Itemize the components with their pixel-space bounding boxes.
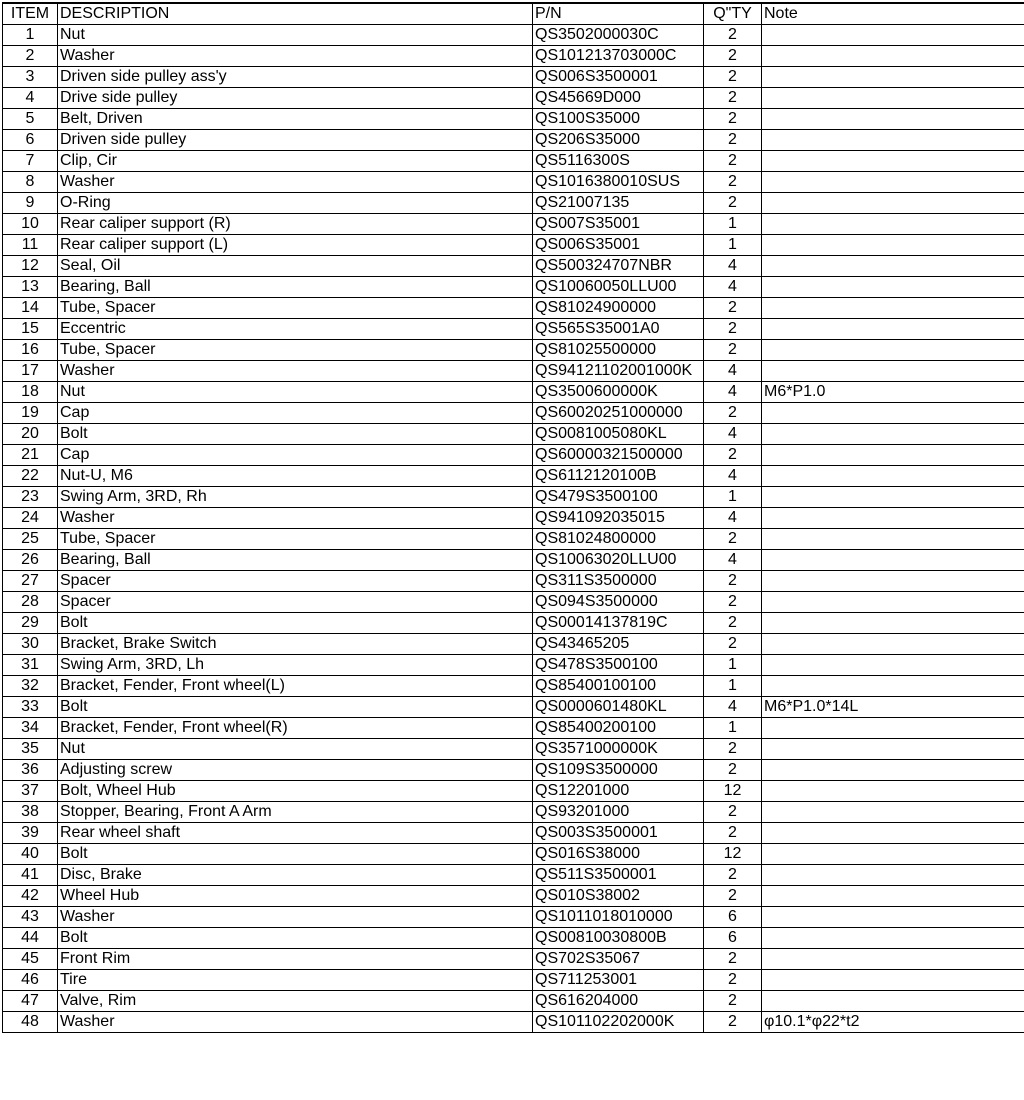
cell-note [762,991,1024,1012]
cell-description: Nut-U, M6 [58,466,533,487]
cell-note [762,970,1024,991]
table-row [3,424,1024,445]
table-row [3,802,1024,823]
cell-pn: QS93201000 [533,802,704,823]
header-qty: Q"TY [704,3,762,25]
cell-description: Clip, Cir [58,151,533,172]
cell-item: 7 [3,151,58,172]
cell-pn: QS010S38002 [533,886,704,907]
cell-description: Swing Arm, 3RD, Lh [58,655,533,676]
cell-qty: 2 [704,886,762,907]
table-row [3,319,1024,340]
cell-item: 1 [3,25,58,46]
cell-qty: 2 [704,109,762,130]
cell-description: Rear wheel shaft [58,823,533,844]
cell-qty: 4 [704,361,762,382]
cell-description: Seal, Oil [58,256,533,277]
cell-description: Adjusting screw [58,760,533,781]
cell-note [762,403,1024,424]
table-row [3,235,1024,256]
table-row [3,508,1024,529]
table-row [3,445,1024,466]
table-row [3,487,1024,508]
cell-pn: QS206S35000 [533,130,704,151]
cell-item: 39 [3,823,58,844]
cell-pn: QS311S3500000 [533,571,704,592]
cell-item: 40 [3,844,58,865]
cell-description: Rear caliper support (R) [58,214,533,235]
cell-description: Swing Arm, 3RD, Rh [58,487,533,508]
header-description: DESCRIPTION [58,3,533,25]
cell-qty: 2 [704,865,762,886]
cell-description: Bearing, Ball [58,550,533,571]
cell-pn: QS006S3500001 [533,67,704,88]
cell-note [762,466,1024,487]
cell-note [762,886,1024,907]
cell-note [762,718,1024,739]
cell-qty: 12 [704,844,762,865]
cell-qty: 4 [704,277,762,298]
cell-item: 12 [3,256,58,277]
table-row [3,844,1024,865]
table-row [3,1012,1024,1033]
cell-note [762,214,1024,235]
cell-description: Nut [58,739,533,760]
cell-note [762,865,1024,886]
cell-item: 32 [3,676,58,697]
cell-qty: 2 [704,991,762,1012]
table-row [3,193,1024,214]
cell-qty: 6 [704,928,762,949]
cell-description: Nut [58,382,533,403]
cell-description: Bolt [58,844,533,865]
table-row [3,781,1024,802]
table-row [3,466,1024,487]
cell-note [762,298,1024,319]
table-row [3,886,1024,907]
cell-pn: QS12201000 [533,781,704,802]
cell-pn: QS941092035015 [533,508,704,529]
cell-qty: 2 [704,67,762,88]
cell-qty: 2 [704,760,762,781]
table-row [3,340,1024,361]
table-row [3,25,1024,46]
table-row [3,298,1024,319]
cell-note [762,613,1024,634]
cell-description: Bolt, Wheel Hub [58,781,533,802]
cell-description: Washer [58,508,533,529]
cell-note [762,823,1024,844]
cell-description: Belt, Driven [58,109,533,130]
cell-pn: QS85400100100 [533,676,704,697]
cell-pn: QS00014137819C [533,613,704,634]
table-row [3,130,1024,151]
cell-note [762,676,1024,697]
cell-note [762,634,1024,655]
cell-qty: 2 [704,25,762,46]
cell-qty: 1 [704,214,762,235]
cell-description: Valve, Rim [58,991,533,1012]
cell-qty: 2 [704,823,762,844]
cell-note [762,508,1024,529]
cell-qty: 1 [704,487,762,508]
cell-description: O-Ring [58,193,533,214]
cell-pn: QS3502000030C [533,25,704,46]
cell-item: 15 [3,319,58,340]
cell-qty: 2 [704,949,762,970]
cell-qty: 2 [704,634,762,655]
cell-qty: 1 [704,676,762,697]
cell-description: Driven side pulley ass'y [58,67,533,88]
cell-description: Bolt [58,697,533,718]
cell-item: 45 [3,949,58,970]
cell-note [762,151,1024,172]
cell-pn: QS60000321500000 [533,445,704,466]
cell-description: Tube, Spacer [58,340,533,361]
table-row [3,991,1024,1012]
cell-qty: 2 [704,46,762,67]
cell-item: 20 [3,424,58,445]
cell-note [762,235,1024,256]
cell-note [762,739,1024,760]
cell-note [762,319,1024,340]
cell-note [762,25,1024,46]
table-row [3,214,1024,235]
header-note: Note [762,3,1024,25]
cell-note [762,907,1024,928]
cell-item: 9 [3,193,58,214]
cell-qty: 2 [704,340,762,361]
cell-item: 23 [3,487,58,508]
cell-item: 30 [3,634,58,655]
table-body [3,25,1024,1033]
cell-pn: QS100S35000 [533,109,704,130]
cell-item: 48 [3,1012,58,1033]
cell-item: 26 [3,550,58,571]
cell-item: 10 [3,214,58,235]
cell-note [762,67,1024,88]
table-row [3,571,1024,592]
cell-pn: QS60020251000000 [533,403,704,424]
cell-pn: QS10060050LLU00 [533,277,704,298]
cell-description: Washer [58,172,533,193]
cell-item: 42 [3,886,58,907]
cell-description: Rear caliper support (L) [58,235,533,256]
cell-qty: 2 [704,172,762,193]
cell-item: 18 [3,382,58,403]
cell-note: φ10.1*φ22*t2 [762,1012,1024,1033]
table-row [3,172,1024,193]
cell-note [762,340,1024,361]
cell-item: 19 [3,403,58,424]
cell-note [762,844,1024,865]
cell-qty: 2 [704,970,762,991]
table-row [3,67,1024,88]
cell-note [762,88,1024,109]
cell-pn: QS10063020LLU00 [533,550,704,571]
cell-qty: 2 [704,298,762,319]
cell-item: 22 [3,466,58,487]
table-row [3,382,1024,403]
cell-item: 46 [3,970,58,991]
table-row [3,865,1024,886]
cell-qty: 2 [704,739,762,760]
cell-item: 31 [3,655,58,676]
cell-note [762,928,1024,949]
cell-note [762,193,1024,214]
cell-item: 29 [3,613,58,634]
parts-table [2,2,1024,1033]
cell-qty: 2 [704,571,762,592]
cell-note: M6*P1.0 [762,382,1024,403]
cell-pn: QS1016380010SUS [533,172,704,193]
cell-pn: QS3571000000K [533,739,704,760]
table-row [3,46,1024,67]
cell-item: 21 [3,445,58,466]
cell-qty: 4 [704,256,762,277]
cell-pn: QS016S38000 [533,844,704,865]
cell-pn: QS21007135 [533,193,704,214]
cell-note [762,256,1024,277]
cell-pn: QS3500600000K [533,382,704,403]
cell-description: Bolt [58,424,533,445]
table-row [3,529,1024,550]
cell-description: Front Rim [58,949,533,970]
cell-pn: QS101102202000K [533,1012,704,1033]
cell-description: Washer [58,46,533,67]
table-row [3,739,1024,760]
cell-qty: 2 [704,403,762,424]
cell-note [762,529,1024,550]
table-row [3,256,1024,277]
cell-description: Tire [58,970,533,991]
cell-item: 37 [3,781,58,802]
cell-note [762,655,1024,676]
cell-note: M6*P1.0*14L [762,697,1024,718]
cell-item: 16 [3,340,58,361]
cell-note [762,487,1024,508]
table-row [3,403,1024,424]
table-row [3,970,1024,991]
cell-pn: QS85400200100 [533,718,704,739]
table-row [3,277,1024,298]
cell-description: Spacer [58,592,533,613]
cell-qty: 4 [704,697,762,718]
cell-pn: QS00810030800B [533,928,704,949]
table-row [3,109,1024,130]
cell-qty: 2 [704,529,762,550]
cell-note [762,109,1024,130]
cell-qty: 4 [704,550,762,571]
cell-pn: QS702S35067 [533,949,704,970]
cell-item: 34 [3,718,58,739]
cell-qty: 2 [704,445,762,466]
cell-item: 14 [3,298,58,319]
cell-qty: 1 [704,718,762,739]
table-row [3,718,1024,739]
cell-item: 44 [3,928,58,949]
cell-item: 36 [3,760,58,781]
cell-description: Spacer [58,571,533,592]
cell-pn: QS109S3500000 [533,760,704,781]
header-pn: P/N [533,3,704,25]
cell-item: 33 [3,697,58,718]
cell-note [762,550,1024,571]
table-row [3,88,1024,109]
cell-description: Drive side pulley [58,88,533,109]
cell-pn: QS81024800000 [533,529,704,550]
cell-item: 28 [3,592,58,613]
cell-qty: 4 [704,382,762,403]
cell-qty: 2 [704,130,762,151]
cell-note [762,592,1024,613]
cell-description: Nut [58,25,533,46]
cell-pn: QS94121102001000K [533,361,704,382]
table-row [3,634,1024,655]
table-row [3,655,1024,676]
table-row [3,676,1024,697]
cell-pn: QS6112120100B [533,466,704,487]
cell-qty: 4 [704,424,762,445]
cell-item: 5 [3,109,58,130]
cell-pn: QS007S35001 [533,214,704,235]
cell-note [762,424,1024,445]
cell-pn: QS0000601480KL [533,697,704,718]
cell-pn: QS003S3500001 [533,823,704,844]
header-row [3,3,1024,25]
cell-item: 8 [3,172,58,193]
cell-item: 11 [3,235,58,256]
cell-pn: QS0081005080KL [533,424,704,445]
cell-item: 2 [3,46,58,67]
cell-description: Bolt [58,613,533,634]
cell-description: Tube, Spacer [58,298,533,319]
cell-description: Disc, Brake [58,865,533,886]
table-row [3,361,1024,382]
table-row [3,907,1024,928]
cell-item: 35 [3,739,58,760]
table-row [3,949,1024,970]
cell-description: Stopper, Bearing, Front A Arm [58,802,533,823]
cell-note [762,781,1024,802]
cell-description: Bearing, Ball [58,277,533,298]
cell-pn: QS45669D000 [533,88,704,109]
cell-description: Wheel Hub [58,886,533,907]
cell-item: 6 [3,130,58,151]
cell-item: 13 [3,277,58,298]
table-row [3,592,1024,613]
table-row [3,697,1024,718]
cell-qty: 6 [704,907,762,928]
cell-description: Cap [58,403,533,424]
table-row [3,928,1024,949]
cell-qty: 12 [704,781,762,802]
cell-description: Washer [58,1012,533,1033]
table-row [3,550,1024,571]
cell-pn: QS5116300S [533,151,704,172]
table-row [3,823,1024,844]
cell-qty: 1 [704,655,762,676]
cell-pn: QS81025500000 [533,340,704,361]
cell-qty: 2 [704,151,762,172]
cell-note [762,46,1024,67]
cell-note [762,445,1024,466]
cell-item: 47 [3,991,58,1012]
cell-qty: 2 [704,1012,762,1033]
cell-item: 38 [3,802,58,823]
header-item: ITEM [3,3,58,25]
cell-pn: QS81024900000 [533,298,704,319]
cell-item: 3 [3,67,58,88]
cell-pn: QS101213703000C [533,46,704,67]
cell-pn: QS500324707NBR [533,256,704,277]
cell-note [762,760,1024,781]
cell-item: 25 [3,529,58,550]
cell-qty: 2 [704,802,762,823]
cell-description: Bracket, Brake Switch [58,634,533,655]
cell-description: Cap [58,445,533,466]
cell-description: Washer [58,361,533,382]
cell-item: 17 [3,361,58,382]
cell-description: Tube, Spacer [58,529,533,550]
cell-description: Washer [58,907,533,928]
cell-pn: QS616204000 [533,991,704,1012]
table-row [3,613,1024,634]
cell-description: Bracket, Fender, Front wheel(L) [58,676,533,697]
cell-pn: QS511S3500001 [533,865,704,886]
cell-pn: QS565S35001A0 [533,319,704,340]
cell-pn: QS43465205 [533,634,704,655]
table-row [3,760,1024,781]
cell-pn: QS006S35001 [533,235,704,256]
cell-qty: 4 [704,508,762,529]
cell-qty: 1 [704,235,762,256]
cell-qty: 2 [704,319,762,340]
cell-pn: QS479S3500100 [533,487,704,508]
cell-note [762,361,1024,382]
cell-item: 43 [3,907,58,928]
cell-qty: 2 [704,592,762,613]
cell-description: Driven side pulley [58,130,533,151]
cell-note [762,172,1024,193]
cell-pn: QS1011018010000 [533,907,704,928]
cell-item: 27 [3,571,58,592]
cell-qty: 4 [704,466,762,487]
cell-description: Bolt [58,928,533,949]
cell-note [762,802,1024,823]
cell-description: Bracket, Fender, Front wheel(R) [58,718,533,739]
cell-qty: 2 [704,193,762,214]
cell-item: 24 [3,508,58,529]
cell-item: 4 [3,88,58,109]
cell-note [762,277,1024,298]
cell-note [762,130,1024,151]
cell-description: Eccentric [58,319,533,340]
cell-qty: 2 [704,88,762,109]
cell-pn: QS094S3500000 [533,592,704,613]
cell-note [762,949,1024,970]
cell-item: 41 [3,865,58,886]
cell-pn: QS711253001 [533,970,704,991]
cell-pn: QS478S3500100 [533,655,704,676]
cell-qty: 2 [704,613,762,634]
cell-note [762,571,1024,592]
table-row [3,151,1024,172]
